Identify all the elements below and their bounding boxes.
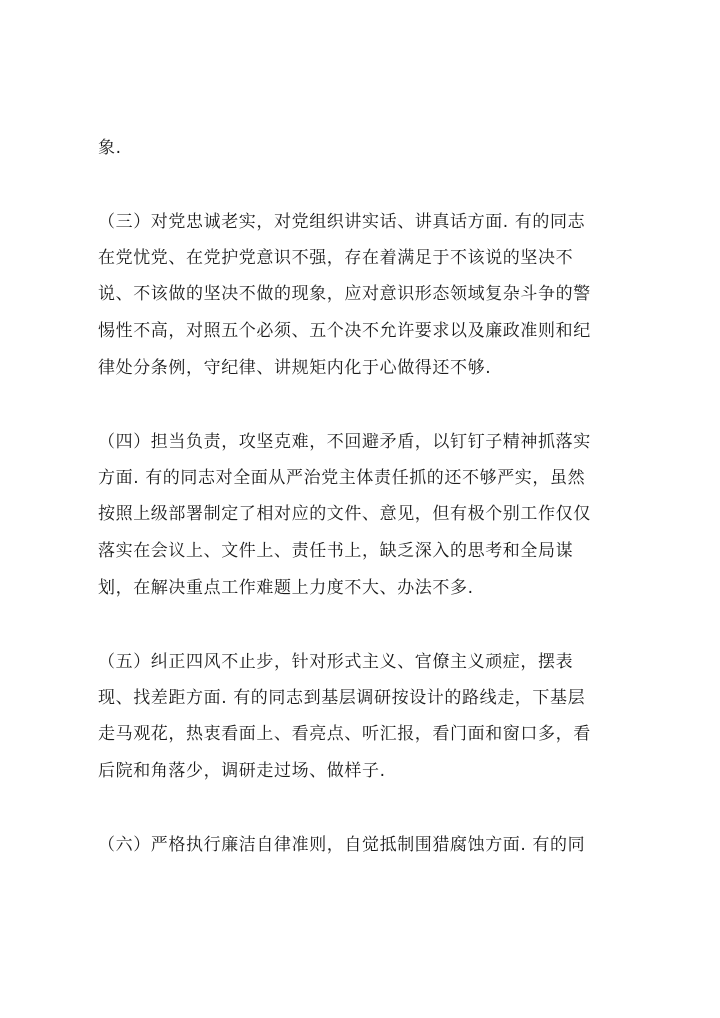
paragraph-five-heading-line: （五）纠正四风不止步，针对形式主义、官僚主义顽症，摆表 (98, 652, 574, 672)
text-line: 方面. 有的同志对全面从严治党主体责任抓的还不够严实，虽然 (98, 468, 586, 488)
paragraph-six-heading-line: （六）严格执行廉洁自律准则，自觉抵制围猎腐蚀方面. 有的同 (98, 835, 586, 855)
text-line: 律处分条例，守纪律、讲规矩内化于心做得还不够. (98, 358, 492, 378)
text-line: 划，在解决重点工作难题上力度不大、办法不多. (98, 578, 474, 598)
text-line: 走马观花，热衷看面上、看亮点、听汇报，看门面和窗口多，看 (98, 724, 591, 744)
text-line: 后院和角落少，调研走过场、做样子. (98, 761, 386, 781)
text-line: 惕性不高，对照五个必须、五个决不允许要求以及廉政准则和纪 (98, 321, 591, 341)
paragraph-four-heading-line: （四）担当负责，攻坚克难，不回避矛盾，以钉钉子精神抓落实 (98, 432, 591, 452)
text-line: 按照上级部署制定了相对应的文件、意见，但有极个别工作仅仅 (98, 504, 591, 524)
text-line: 落实在会议上、文件上、责任书上，缺乏深入的思考和全局谋 (98, 541, 574, 561)
text-line: 象. (98, 138, 122, 158)
paragraph-three-heading-line: （三）对党忠诚老实，对党组织讲实话、讲真话方面. 有的同志 (98, 212, 586, 232)
text-line: 说、不该做的坚决不做的现象，应对意识形态领域复杂斗争的警 (98, 284, 591, 304)
text-line: 现、找差距方面. 有的同志到基层调研按设计的路线走，下基层 (98, 688, 586, 708)
text-line: 在党忧党、在党护党意识不强，存在着满足于不该说的坚决不 (98, 248, 574, 268)
